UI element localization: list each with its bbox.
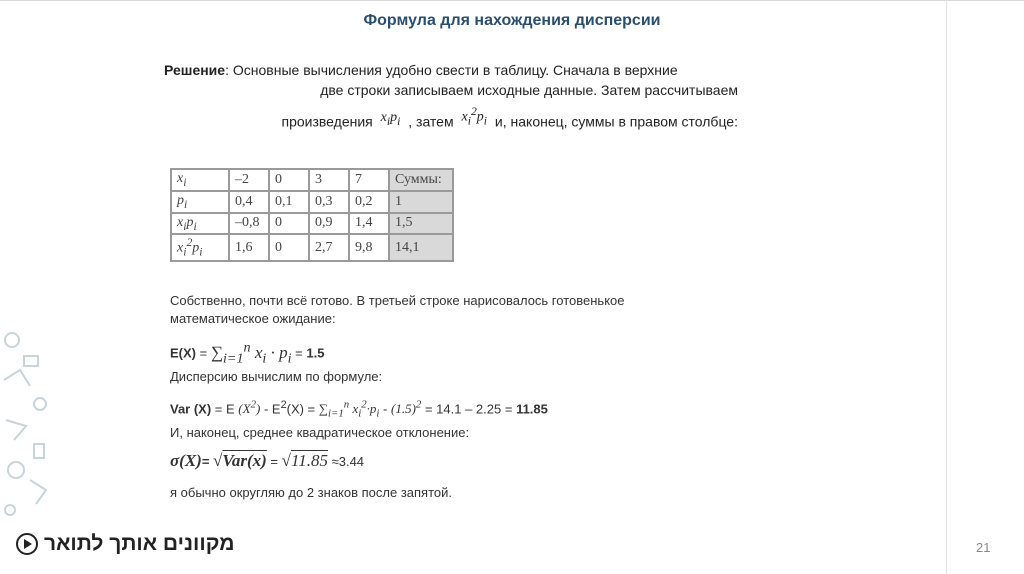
xi-pi-formula: $x_ip_i$ bbox=[380, 109, 401, 128]
solution-paragraph: Решение: Основные вычисления удобно свести в таблицу. Сначала в верхние две строки записываем исходные данные. Затем рассчитываем произведения $x_ip_i$ , затем $x_i^2p_i$ и, наконец, суммы в правом столбце: bbox=[164, 62, 738, 130]
row-header: $x_i$ bbox=[171, 169, 229, 191]
table-row bbox=[171, 213, 453, 235]
row-header: $p_i$ bbox=[171, 191, 229, 213]
sum-cell: 1,5 bbox=[389, 213, 453, 235]
play-icon bbox=[16, 533, 38, 555]
decorative-doodles bbox=[0, 320, 60, 530]
table-cell: 0 bbox=[269, 213, 309, 235]
sigma-formula: σ(X)= √Var(x) = √11.85 ≈3.44 bbox=[170, 451, 365, 470]
paragraph-variance: Дисперсию вычислим по формуле: bbox=[170, 369, 383, 384]
table-cell: 0,9 bbox=[309, 213, 349, 235]
table-cell: 7 bbox=[349, 169, 389, 191]
table-cell: 0,1 bbox=[269, 191, 309, 213]
right-divider bbox=[946, 0, 947, 574]
table-row bbox=[171, 234, 453, 260]
table-cell: –0,8 bbox=[229, 213, 269, 235]
table-row bbox=[171, 169, 453, 191]
slide-title: Формула для нахождения дисперсии bbox=[363, 12, 661, 29]
paragraph-expectation: Собственно, почти всё готово. В третьей строке нарисовалось готовенькое математическое ожидание: bbox=[170, 293, 625, 326]
table-cell: 1,6 bbox=[229, 234, 269, 260]
table-cell: –2 bbox=[229, 169, 269, 191]
sum-cell: Суммы: bbox=[389, 169, 453, 191]
solution-label: Решение bbox=[164, 62, 226, 78]
table-cell: 3 bbox=[309, 169, 349, 191]
brand-logo: מקוונים אותך לתואר bbox=[16, 532, 234, 556]
expectation-formula: $E(X) = \sum_{i=1}^n$ $x_i \cdot p_i = 1.5$ bbox=[170, 339, 325, 367]
table-cell: 1,4 bbox=[349, 213, 389, 235]
row-header: $x_ip_i$ bbox=[171, 213, 229, 235]
table-cell: 0,2 bbox=[349, 191, 389, 213]
rounding-note: я обычно округляю до 2 знаков после запятой. bbox=[170, 485, 453, 500]
table-cell: 9,8 bbox=[349, 234, 389, 260]
row-header: $x_i^2p_i$ bbox=[171, 234, 229, 260]
data-table bbox=[170, 168, 454, 262]
table-cell: 0,4 bbox=[229, 191, 269, 213]
table-cell: 2,7 bbox=[309, 234, 349, 260]
table-cell: 0 bbox=[269, 169, 309, 191]
page-number: 21 bbox=[976, 540, 991, 555]
paragraph-deviation: И, наконец, среднее квадратическое отклонение: bbox=[170, 425, 470, 440]
table-cell: 0,3 bbox=[309, 191, 349, 213]
variance-formula: Var (X) = E $(X^2) - E^2(X) = \sum_{i=1}^n$ $x_i^2\cdot p_i - (1.5)^2 = 14.1 - 2.25 = 11.85$ bbox=[170, 399, 548, 420]
sum-cell: 14,1 bbox=[389, 234, 453, 260]
xi2-pi-formula: $x_i^2p_i$ bbox=[461, 105, 488, 128]
table-row bbox=[171, 191, 453, 213]
sum-cell: 1 bbox=[389, 191, 453, 213]
top-border bbox=[0, 0, 1024, 1]
table-cell: 0 bbox=[269, 234, 309, 260]
